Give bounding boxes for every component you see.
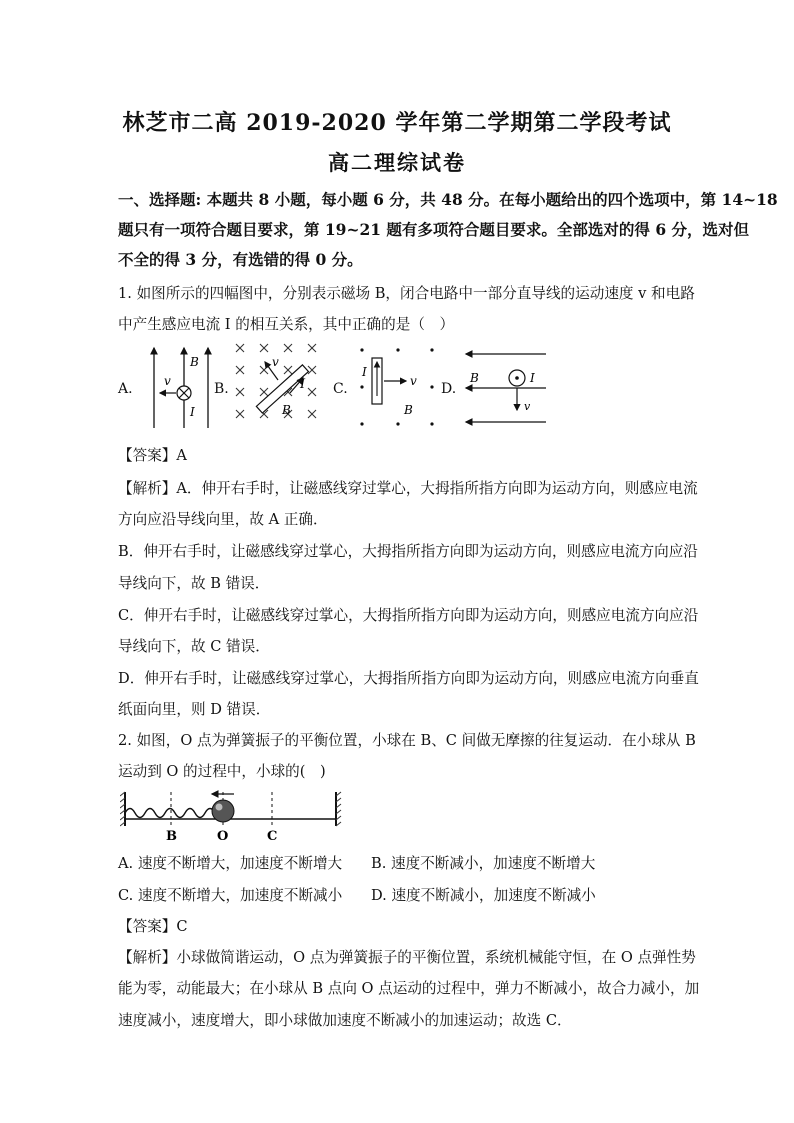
q1-analysis-line: 【解析】A．伸开右手时，让磁感线穿过掌心，大拇指所指方向即为运动方向，则感应电流	[118, 480, 698, 497]
fig-c-v: v	[410, 374, 417, 388]
q1-analysis-line: D．伸开右手时，让磁感线穿过掌心，大拇指所指方向即为运动方向，则感应电流方向垂直	[118, 670, 699, 687]
q2-spring-figure	[120, 786, 350, 842]
q2-analysis-line: 【解析】小球做简谐运动，O 点为弹簧振子的平衡位置，系统机械能守恒，在 O 点弹性势	[118, 949, 696, 966]
q2-analysis-line: 能为零，动能最大；在小球从 B 点向 O 点运动的过程中，弹力不断减小，故合力减小，加	[118, 980, 700, 997]
q2-option-d: D. 速度不断减小，加速度不断减小	[371, 887, 596, 904]
q1-option-label-b: B.	[214, 381, 229, 397]
q1-analysis-line: 导线向下，故 C 错误．	[118, 638, 270, 655]
fig-b-i: I	[300, 377, 306, 392]
fig-a-v: v	[164, 374, 171, 388]
section-header-line: 一、选择题: 本题共 8 小题，每小题 6 分，共 48 分。在每小题给出的四个选项中，第 14~18	[118, 190, 778, 209]
q1-figure-d	[462, 346, 548, 428]
q2-stem-line: 2. 如图，O 点为弹簧振子的平衡位置，小球在 B、C 间做无摩擦的往复运动．在小球从 B	[118, 732, 696, 749]
q1-option-label-d: D.	[441, 381, 457, 397]
q2-option-c: C. 速度不断增大，加速度不断减小	[118, 887, 343, 904]
q2-stem-line: 运动到 O 的过程中，小球的( )	[118, 763, 326, 780]
q2-option-a: A. 速度不断增大，加速度不断增大	[118, 855, 343, 872]
q1-option-label-a: A.	[118, 381, 133, 397]
q2-analysis-line: 速度减小，速度增大，即小球做加速度不断减小的加速运动；故选 C．	[118, 1012, 572, 1029]
fig-d-i: I	[530, 371, 535, 385]
q1-figure-b	[232, 340, 332, 432]
section-header-line: 不全的得 3 分，有选错的得 0 分。	[118, 250, 363, 269]
q2-option-b: B. 速度不断减小，加速度不断增大	[371, 855, 596, 872]
q1-analysis-line: B．伸开右手时，让磁感线穿过掌心，大拇指所指方向即为运动方向，则感应电流方向应沿	[118, 543, 698, 560]
q1-analysis-line: 方向应沿导线向里，故 A 正确．	[118, 511, 328, 528]
q1-figure-a	[138, 344, 214, 430]
q1-figure-c	[354, 342, 438, 430]
fig-d-b: B	[470, 371, 479, 385]
fig-a-b: B	[190, 355, 199, 369]
spring-label-c: C	[267, 829, 278, 842]
spring-label-o: O	[217, 829, 229, 842]
fig-a-i: I	[190, 405, 195, 419]
fig-c-b: B	[404, 403, 413, 417]
q1-answer: 【答案】A	[118, 447, 187, 464]
fig-c-i: I	[362, 365, 367, 379]
q1-stem-line: 1. 如图所示的四幅图中，分别表示磁场 B，闭合电路中一部分直导线的运动速度 v 和电路	[118, 285, 695, 302]
exam-subtitle: 高二理综试卷	[328, 150, 466, 175]
q1-analysis-line: 纸面向里，则 D 错误．	[118, 701, 271, 718]
q1-option-label-c: C.	[333, 381, 348, 397]
q1-stem-line: 中产生感应电流 I 的相互关系，其中正确的是（ ）	[118, 316, 455, 333]
spring-label-b: B	[166, 829, 177, 842]
section-header-line: 题只有一项符合题目要求，第 19~21 题有多项符合题目要求。全部选对的得 6 分，选对但	[118, 220, 749, 239]
exam-title: 林芝市二高 2019-2020 学年第二学期第二学段考试	[122, 110, 672, 136]
q2-answer: 【答案】C	[118, 918, 188, 935]
q1-analysis-line: 导线向下，故 B 错误．	[118, 575, 270, 592]
fig-b-v: v	[272, 355, 279, 369]
q1-analysis-line: C．伸开右手时，让磁感线穿过掌心，大拇指所指方向即为运动方向，则感应电流方向应沿	[118, 607, 699, 624]
fig-d-v: v	[524, 400, 531, 413]
fig-b-b: B	[282, 403, 291, 417]
